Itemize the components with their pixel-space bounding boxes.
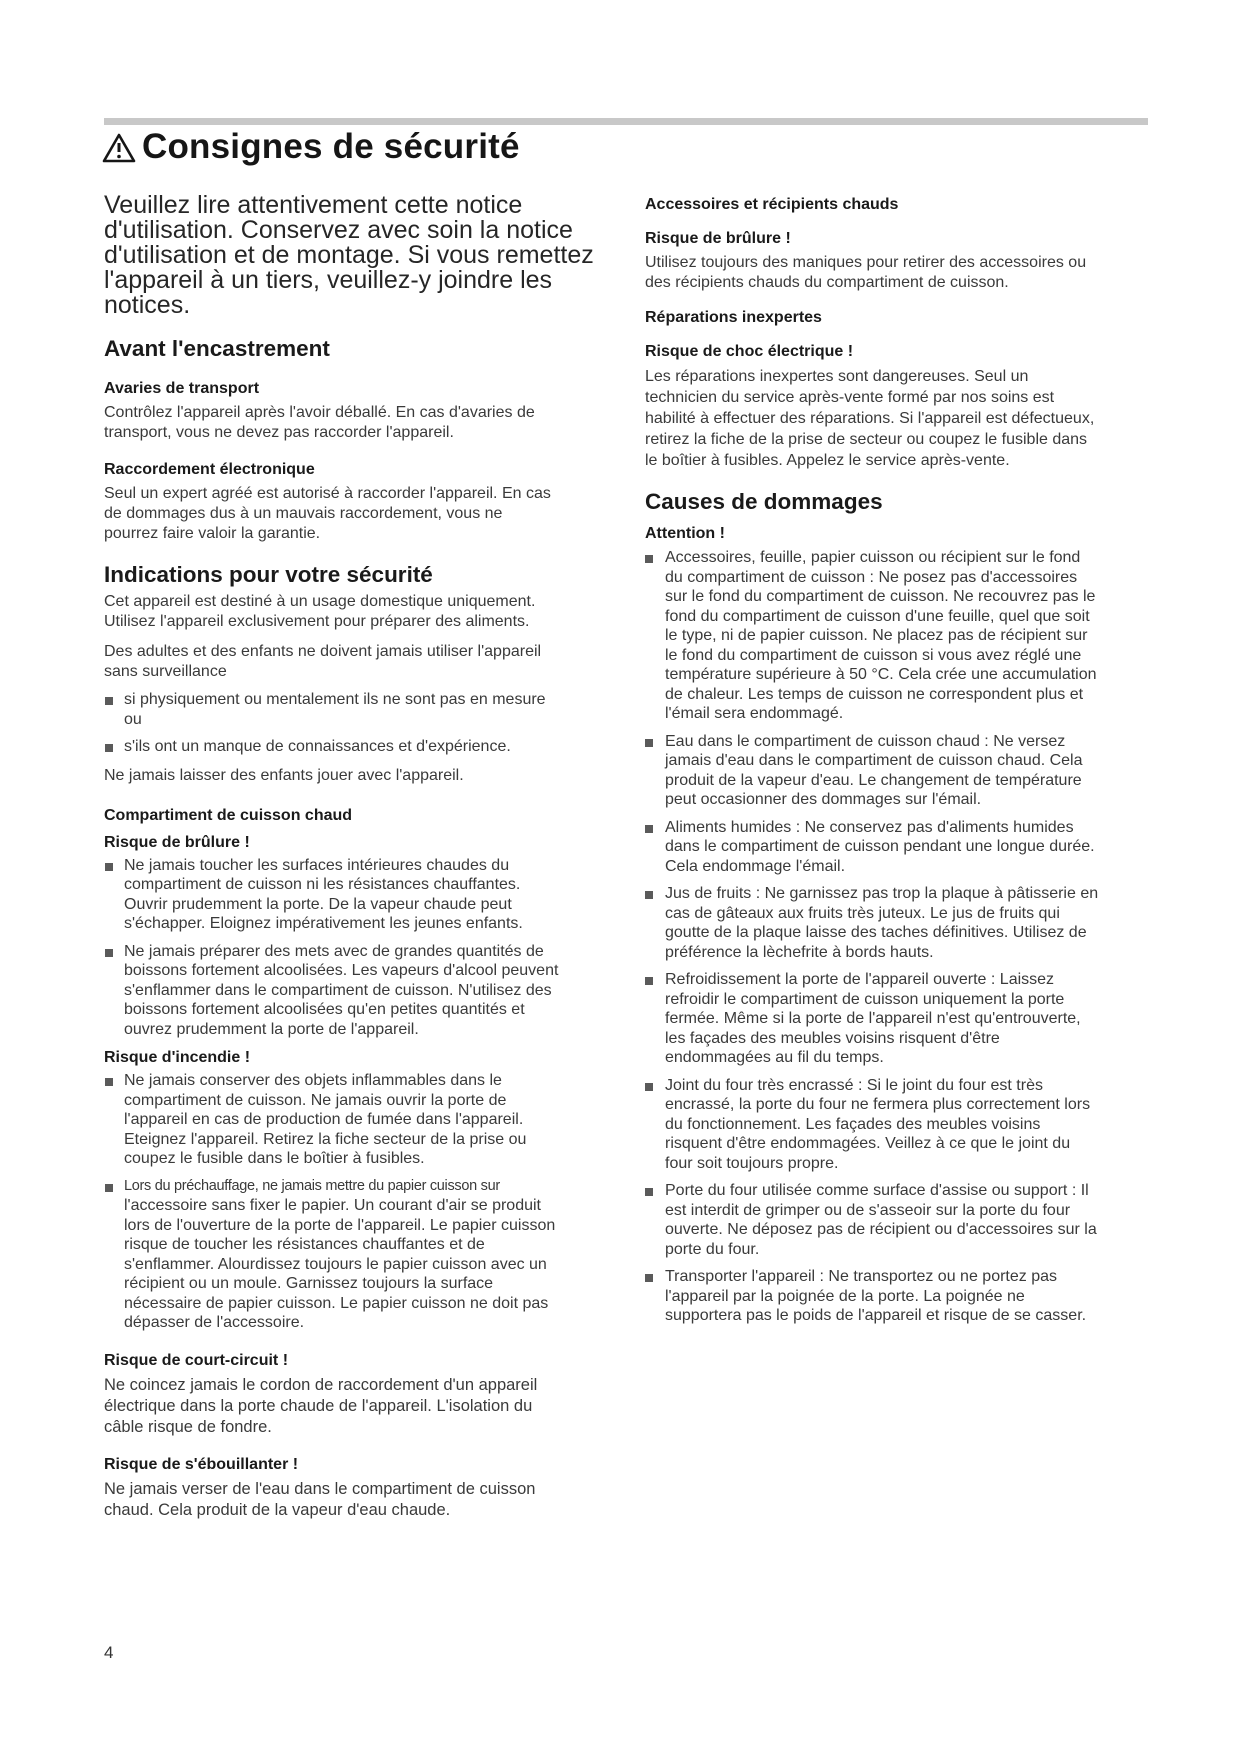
accessoires-heading: Accessoires et récipients chauds — [645, 196, 899, 213]
text-line: l'appareil en cas de production de fumée dans l'appareil. — [124, 1111, 524, 1128]
list-item — [645, 884, 1155, 962]
indications-heading: Indications pour votre sécurité — [104, 562, 433, 587]
indications-bullets — [104, 690, 616, 757]
ebouillanter-text — [104, 1479, 616, 1521]
text-line: ou — [124, 710, 142, 728]
text-line: Refroidissement la porte de l'appareil ouverte : Laissez — [665, 971, 1055, 988]
text-line: Eteignez l'appareil. Retirez la fiche secteur de la prise ou — [124, 1130, 527, 1148]
text-line: Des adultes et des enfants ne doivent jamais utiliser l'appareil — [104, 643, 542, 660]
list-item — [645, 818, 1155, 877]
text-line: fond du compartiment de cuisson d'une feuille, quel que soit — [665, 607, 1090, 625]
list-item — [645, 1076, 1155, 1174]
text-line: le fond du compartiment de cuisson si vous avez réglé une — [665, 646, 1082, 664]
indications-p1 — [104, 592, 616, 632]
text-line: transport, vous ne devez pas raccorder l'appareil. — [104, 424, 454, 441]
text-line: du fonctionnement. Les façades des meubles voisins — [665, 1115, 1041, 1133]
incendie-bullets — [104, 1071, 616, 1333]
text-line: four soit toujours propre. — [665, 1154, 839, 1172]
text-line: compartiment de cuisson. Ne jamais ouvrir la porte de — [124, 1091, 507, 1109]
text-line: est interdit de grimper ou de s'asseoir sur la porte du four — [665, 1201, 1071, 1219]
text-line: supportera pas le poids de l'appareil et risque de se casser. — [665, 1307, 1087, 1324]
text-line: retirez la fiche de la prise de secteur ou coupez le fusible dans — [645, 431, 1088, 448]
text-line: dans le compartiment de cuisson pendant une longue durée. — [665, 838, 1095, 855]
list-item — [645, 548, 1155, 724]
right-column — [645, 193, 1155, 1326]
choc-heading: Risque de choc électrique ! — [645, 343, 854, 360]
page-title-text: Consignes de sécurité — [142, 127, 520, 166]
list-item — [104, 1071, 616, 1169]
text-line: Les réparations inexpertes sont dangereuses. Seul un — [645, 368, 1029, 385]
avant-heading: Avant l'encastrement — [104, 336, 330, 361]
list-item — [104, 690, 616, 729]
text-line: le boîtier à fusibles. Appelez le service après-vente. — [645, 452, 1010, 469]
text-line: s'enflammer. Alourdissez toujours le papier cuisson avec un — [124, 1255, 547, 1273]
text-line: de chaleur. Les temps de cuisson ne correspondent plus et — [665, 685, 1084, 703]
brulure-heading: Risque de brûlure ! — [104, 833, 250, 851]
text-line: Ne jamais toucher les surfaces intérieures chaudes du — [124, 856, 510, 874]
text-line: Contrôlez l'appareil après l'avoir déballé. En cas d'avaries de — [104, 404, 535, 421]
list-item — [645, 970, 1155, 1068]
list-item — [104, 737, 616, 757]
text-line: câble risque de fondre. — [104, 1417, 272, 1436]
text-line: Cela endommage l'émail. — [665, 857, 846, 875]
ebouillanter-heading: Risque de s'ébouillanter ! — [104, 1455, 299, 1473]
raccord-heading: Raccordement électronique — [104, 461, 315, 478]
text-line: du compartiment de cuisson : Ne posez pas d'accessoires — [665, 568, 1078, 586]
text-line: Ne jamais préparer des mets avec de grandes quantités de — [124, 942, 544, 960]
text-line: Porte du four utilisée comme surface d'assise ou support : Il — [665, 1182, 1089, 1199]
text-line: le type, ni de papier cuisson. Ne placez pas de récipient sur — [665, 627, 1088, 644]
text-line: sur le fond du compartiment de cuisson. Ne recouvrez pas le — [665, 588, 1096, 605]
raccord-text — [104, 484, 616, 544]
text-line: s'échapper. Eloignez impérativement les jeunes enfants. — [124, 915, 523, 932]
acc-brulure-heading: Risque de brûlure ! — [645, 230, 791, 247]
text-line: endommagées au fil du temps. — [665, 1049, 884, 1066]
text-line: récipient ou un moule. Garnissez toujours la surface — [124, 1275, 494, 1292]
brulure-bullets — [104, 856, 616, 1040]
text-line: l'appareil par la poignée de la porte. La poignée ne — [665, 1287, 1025, 1305]
text-line: Ouvrir prudemment la porte. De la vapeur chaude peut — [124, 895, 512, 913]
text-line: Transporter l'appareil : Ne transportez ou ne portez pas — [665, 1268, 1057, 1285]
text-line: l'émail sera endommagé. — [665, 705, 844, 722]
attention-label: Attention ! — [645, 525, 725, 542]
top-rule — [104, 118, 1148, 125]
text-line: dépasser de l'accessoire. — [124, 1314, 305, 1331]
text-line: lors de l'ouverture de la porte de l'appareil. Le papier cuisson — [124, 1216, 556, 1234]
page-number: 4 — [104, 1643, 114, 1662]
text-line: produit de la vapeur d'eau. Le changement de température — [665, 771, 1082, 789]
text-line: goutte de la plaque laisse des taches définitives. Utilisez de — [665, 924, 1087, 941]
page-title — [102, 127, 520, 167]
text-line: encrassé, la porte du four ne fermera plus correctement lors — [665, 1096, 1091, 1113]
text-line: température supérieure à 50 °C. Cela crée une accumulation — [665, 666, 1097, 683]
accessoires-text — [645, 253, 1155, 293]
intro-line: Veuillez lire attentivement cette notice — [104, 191, 523, 219]
text-line: cas de gâteaux aux fruits très juteux. Le jus de fruits qui — [665, 904, 1060, 922]
text-line: de dommages dus à un mauvais raccordement, vous ne — [104, 505, 503, 522]
text-line: coupez le fusible dans le boîtier à fusibles. — [124, 1150, 425, 1167]
court-circuit-heading: Risque de court-circuit ! — [104, 1351, 289, 1369]
intro-line: d'utilisation et de montage. Si vous remettez — [104, 241, 594, 269]
text-line: sans surveillance — [104, 663, 227, 680]
reparations-text — [645, 366, 1155, 471]
text-line: électrique dans la porte chaude de l'appareil. L'isolation du — [104, 1396, 533, 1415]
court-circuit-text — [104, 1375, 616, 1438]
text-line: pourrez faire valoir la garantie. — [104, 525, 321, 542]
intro-paragraph — [104, 193, 616, 318]
text-line: l'accessoire sans fixer le papier. Un courant d'air se produit — [124, 1197, 541, 1214]
text-line: Ne jamais verser de l'eau dans le compartiment de cuisson — [104, 1479, 536, 1498]
text-line: boissons fortement alcoolisées qu'en petites quantités et — [124, 1001, 525, 1018]
text-line: ouverte. Ne déposez pas de récipient ou d'accessoires sur la — [665, 1221, 1097, 1238]
text-line: Aliments humides : Ne conservez pas d'aliments humides — [665, 818, 1074, 836]
intro-line: d'utilisation. Conservez avec soin la notice — [104, 216, 573, 244]
text-line: s'enflammer dans le compartiment de cuisson. N'utilisez des — [124, 981, 552, 999]
intro-line: notices. — [104, 291, 191, 319]
text-line: jamais d'eau dans le compartiment de cuisson chaud. Cela — [665, 752, 1083, 769]
causes-bullets — [645, 548, 1155, 1326]
text-line: risque de toucher les résistances chauffantes et de — [124, 1236, 485, 1253]
text-line: Accessoires, feuille, papier cuisson ou récipient sur le fond — [665, 549, 1081, 566]
text-line: Utilisez toujours des maniques pour retirer des accessoires ou — [645, 254, 1087, 271]
transport-text — [104, 403, 616, 443]
list-item — [104, 942, 616, 1040]
text-line: porte du four. — [665, 1240, 760, 1258]
incendie-heading: Risque d'incendie ! — [104, 1049, 251, 1066]
text-line: compartiment de cuisson ni les résistances chauffantes. — [124, 876, 521, 893]
indications-p3: Ne jamais laisser des enfants jouer avec l'appareil. — [104, 766, 464, 784]
text-line: s'ils ont un manque de connaissances et d'expérience. — [124, 738, 511, 755]
list-item — [645, 1267, 1155, 1326]
text-line: habilité à effectuer des réparations. Si l'appareil est défectueux, — [645, 410, 1095, 427]
text-line: Seul un expert agréé est autorisé à raccorder l'appareil. En cas — [104, 485, 551, 502]
text-line: Ne coincez jamais le cordon de raccordement d'un appareil — [104, 1375, 538, 1394]
causes-heading: Causes de dommages — [645, 489, 883, 514]
text-line: des récipients chauds du compartiment de cuisson. — [645, 274, 1009, 291]
text-line: Ne jamais conserver des objets inflammables dans le — [124, 1072, 502, 1089]
text-line: risquent d'être endommagées. Veillez à ce que le joint du — [665, 1135, 1071, 1152]
text-line: Eau dans le compartiment de cuisson chaud : Ne versez — [665, 732, 1066, 750]
text-line: Jus de fruits : Ne garnissez pas trop la plaque à pâtisserie en — [665, 885, 1099, 902]
text-line: si physiquement ou mentalement ils ne sont pas en mesure — [124, 691, 546, 708]
compartiment-heading: Compartiment de cuisson chaud — [104, 806, 353, 824]
text-line: préférence la lèchefrite à bords hauts. — [665, 943, 934, 961]
reparations-heading: Réparations inexpertes — [645, 309, 822, 326]
text-line: peut occasionner des dommages sur l'émail. — [665, 791, 982, 808]
intro-line: l'appareil à un tiers, veuillez-y joindre les — [104, 266, 553, 294]
indications-p2 — [104, 642, 616, 682]
text-line: boissons fortement alcoolisées. Les vapeurs d'alcool peuvent — [124, 962, 559, 979]
list-item — [645, 732, 1155, 810]
list-item — [104, 856, 616, 934]
left-column — [104, 193, 616, 1521]
text-line: chaud. Cela produit de la vapeur d'eau chaude. — [104, 1500, 451, 1519]
text-line: fermée. Même si la porte de l'appareil n'est qu'entrouverte, — [665, 1010, 1081, 1027]
text-line: nécessaire de papier cuisson. Le papier cuisson ne doit pas — [124, 1294, 549, 1312]
text-line: Utilisez l'appareil exclusivement pour préparer des aliments. — [104, 613, 530, 630]
text-line: technicien du service après-vente formé par nos soins est — [645, 389, 1055, 406]
list-item — [645, 1181, 1155, 1259]
transport-heading: Avaries de transport — [104, 380, 260, 397]
text-line: ouvrez prudemment la porte de l'appareil. — [124, 1020, 419, 1038]
text-line: Joint du four très encrassé : Si le joint du four est très — [665, 1076, 1043, 1094]
text-line: refroidir le compartiment de cuisson uniquement la porte — [665, 990, 1065, 1008]
warning-triangle-icon — [102, 133, 136, 163]
text-line: Cet appareil est destiné à un usage domestique uniquement. — [104, 593, 536, 610]
text-line: Lors du préchauffage, ne jamais mettre du papier cuisson sur — [124, 1177, 500, 1194]
text-line: les façades des meubles voisins risquent d'être — [665, 1029, 1000, 1047]
list-item — [104, 1177, 616, 1333]
